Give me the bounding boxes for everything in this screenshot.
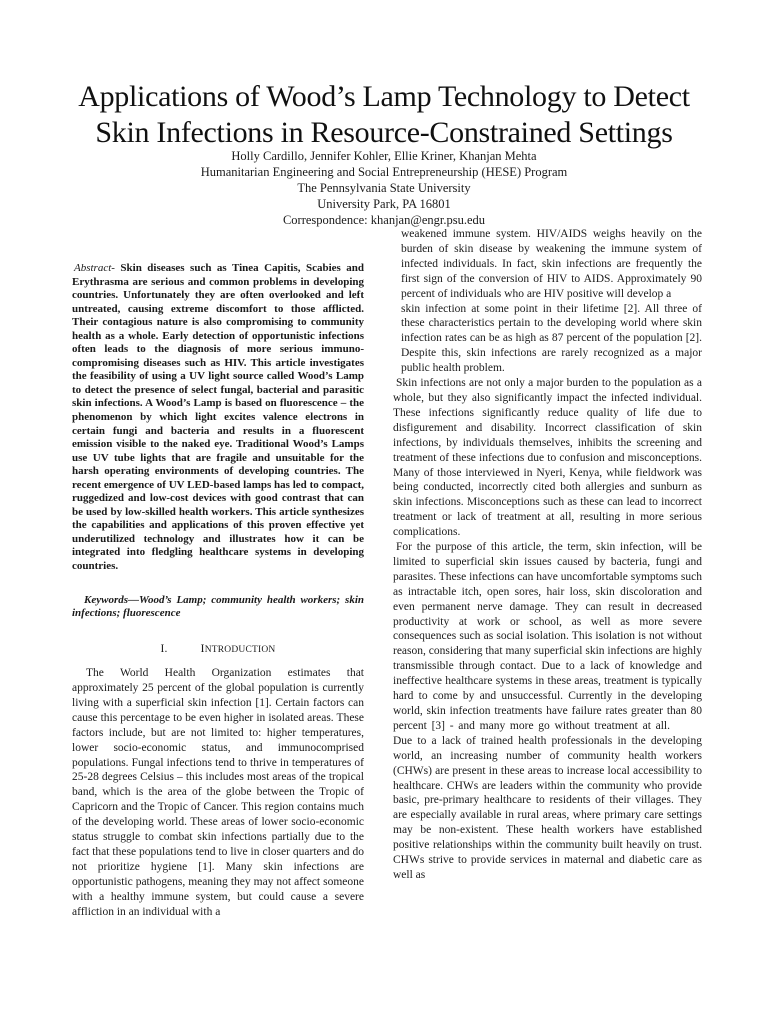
section-title-rest: NTRODUCTION	[204, 645, 276, 656]
authors: Holly Cardillo, Jennifer Kohler, Ellie Kriner, Khanjan Mehta	[231, 149, 537, 163]
university: The Pennsylvania State University	[297, 181, 471, 195]
abstract-text: Skin diseases such as Tinea Capitis, Scabies and Erythrasma are serious and common problems in developing countries. Unfortunately they are often overlooked and left untreated, causing extreme discomfort to those afflicted. Their contagious nature is also compromising to community health as a whole. Early detection of opportunistic infections often leads to the diagnosis of more serious immuno-compromising diseases such as HIV. This article investigates the feasibility of using a UV light source called Wood’s Lamp to detect the presence of select fungal, bacterial and parasitic skin infections. A Wood’s Lamp is based on fluorescence – the phenomenon by which light excites valence electrons in certain fungi and bacteria and results in a fluorescent emission visible to the naked eye. Traditional Wood’s Lamps use UV tube lights that are fragile and unsuitable for the harsh operating environments of developing countries. The recent emergence of UV LED-based lamps has led to compact, ruggedized and low-cost devices with good contrast that can be used by low-skilled health workers. This article synthesizes the capabilities and applications of this proven effective yet underutilized technology and illustrates how it can be integrated into fledgling healthcare systems in developing countries.	[72, 262, 364, 573]
body-paragraph-4b: Due to a lack of trained health professionals in the developing world, an increasing number of community health workers (CHWs) are present in these areas to increase local accessibility to healthcare. CHWs are leaders within the community who provide basic, pre-primary healthcare to residents of their villages. They are especially available in rural areas, where primary care settings may be non-existent. These health workers have established positive relationships within the community built heavily on trust. CHWs strive to provide services in maternal and diabetic care as well as	[393, 734, 702, 881]
section-title-initial: I	[200, 641, 205, 656]
abstract-lead: Abstract-	[74, 262, 115, 274]
program-affiliation: Humanitarian Engineering and Social Entrepreneurship (HESE) Program	[200, 165, 568, 179]
keywords: Keywords—Wood’s Lamp; community health workers; skin infections; fluorescence	[72, 593, 364, 620]
section-heading-introduction	[72, 641, 364, 658]
body-paragraph-4	[393, 540, 702, 883]
abstract	[72, 262, 364, 574]
body-paragraph-2: skin infection at some point in their lifetime [2]. All three of these characteristics pertain to the developing world where skin infection rates can be as high as 87 percent of the population [2]. Despite this, skin infections are rarely recognized as a major public health problem.	[401, 302, 702, 375]
intro-paragraph-1: The World Health Organization estimates that approximately 25 percent of the global population is currently living with a superficial skin infection [1]. Certain factors can cause this percentage to be even higher in isolated areas. These factors include, but are not limited to: higher temperatures, lower socio-economic status, and immunocomprised populations. Fungal infections tend to thrive in temperatures of 25-28 degrees Celsius – this includes most areas of the tropical band, which is the area of the globe between the Tropic of Capricorn and the Tropic of Cancer. This region contains much of the developing world. These areas of lower socio-economic status struggle to combat skin infections partially due to the fact that these populations tend to live in closer quarters and do not prioritize hygiene [1]. Many skin infections are opportunistic pathogens, meaning they may not affect someone with a healthy immune system, but could cause a severe affliction in an individual with a	[72, 667, 364, 918]
paper-title-line-2: Skin Infections in Resource-Constrained Settings	[95, 116, 673, 149]
right-column	[393, 227, 702, 883]
body-paragraph-continued: weakened immune system. HIV/AIDS weighs heavily on the burden of skin disease by weakening the immune system of infected individuals. In fact, skin infections are frequently the first sign of the conversion of HIV to AIDS. Approximately 90 percent of individuals who are HIV positive will develop a	[401, 228, 702, 300]
left-column	[72, 262, 364, 919]
correspondence: Correspondence: khanjan@engr.psu.edu	[282, 213, 486, 227]
body-paragraph-4a: For the purpose of this article, the term, skin infection, will be limited to superficial skin issues caused by bacteria, fungi and parasites. These infections can have uncomfortable symptoms such as intractable itch, open sores, hair loss, skin discoloration and even permanent nerve damage. They can result in decreased productivity at work or school, as well as more severe consequences such as social isolation. This isolation is not without reason, considering that many superficial skin infections are highly transmissible through contact. Due to a lack of knowledge and ineffective healthcare systems in these areas, treatment is typically hard to come by and unsuccessful. Currently in the developing world, skin infection treatments have failure rates greater than 80 percent [3] - and many more go without treatment at all.	[393, 541, 702, 732]
location: University Park, PA 16801	[317, 197, 451, 211]
body-paragraph-3: Skin infections are not only a major burden to the population as a whole, but they also significantly impact the infected individual. These infections significantly reduce quality of life due to disfigurement and disability. Incorrect classification of skin infections, by individuals themselves, inhibits the screening and treatment of these infections due to confusion and misconceptions. Many of those interviewed in Nyeri, Kenya, while fieldwork was being conducted, incorrectly cited both allergies and sunburn as skin infections. Misconceptions such as these can lead to incorrect treatment or lack of treatment at all, resulting in more serious complications.	[393, 377, 702, 539]
paper-title-line-1: Applications of Wood’s Lamp Technology to Detect	[78, 80, 690, 113]
section-number: I.	[160, 643, 168, 656]
